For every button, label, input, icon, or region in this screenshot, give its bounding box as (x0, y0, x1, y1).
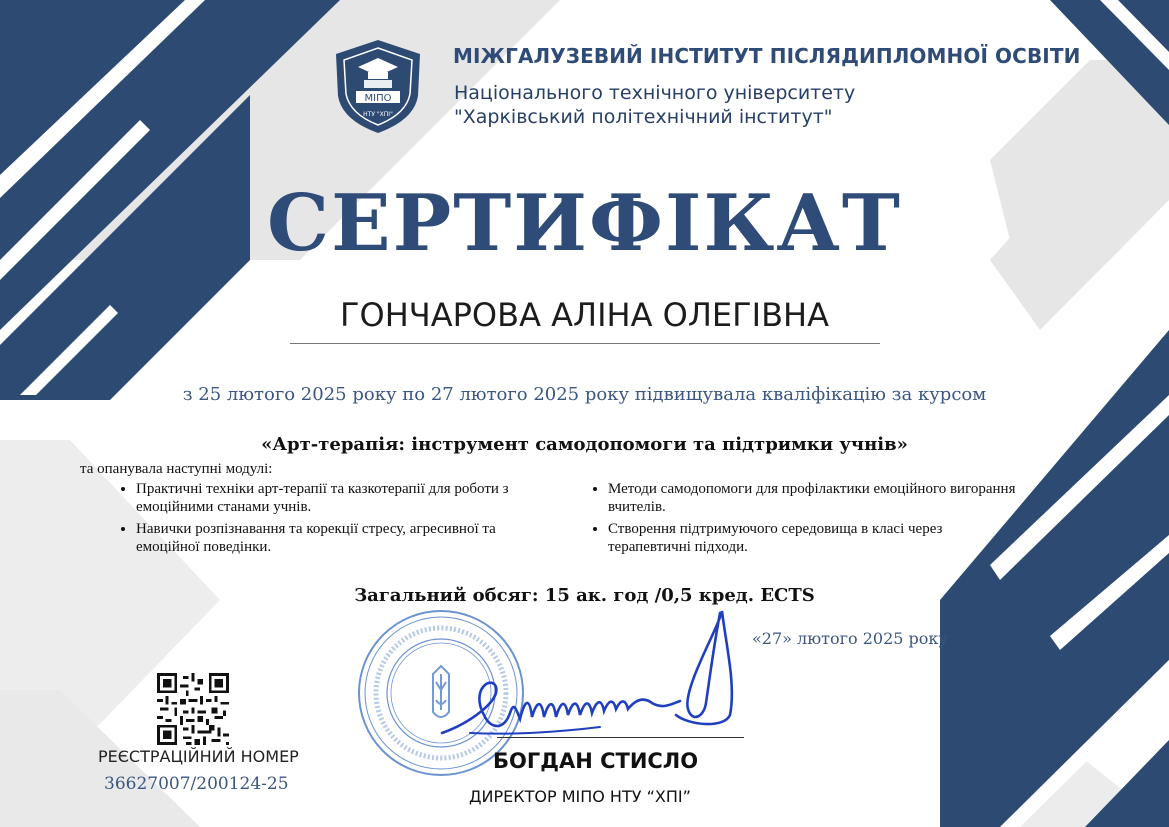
module-item: • Створення підтримуючого середовища в класі через терапевтичні підходи. (608, 520, 1016, 556)
module-item: • Практичні техніки арт-терапії та казкотерапії для роботи з емоційними станами учнів. (136, 480, 544, 516)
course-title: «Арт-терапія: інструмент самодопомоги та підтримки учнів» (261, 434, 908, 455)
svg-text:МІПО: МІПО (364, 93, 392, 104)
modules-right-column (586, 480, 1016, 560)
university-line-1: Національного технічного університету (454, 82, 856, 104)
module-item: • Навички розпізнавання та корекції стресу, агресивної та емоційної поведінки. (136, 520, 544, 556)
modules-intro: та опанувала наступні модулі: (80, 461, 273, 477)
university-line-2: "Харківський політехнічний інститут" (454, 106, 833, 128)
recipient-name: ГОНЧАРОВА АЛІНА ОЛЕГІВНА (340, 296, 829, 334)
qr-code-icon (157, 673, 229, 745)
modules-left-column (114, 480, 544, 560)
total-hours: Загальний обсяг: 15 ак. год /0,5 кред. ECTS (354, 585, 815, 606)
handwritten-signature (430, 605, 760, 755)
issue-date: «27» лютого 2025 року (752, 629, 948, 648)
signer-title: ДИРЕКТОР МІПО НТУ “ХПІ” (469, 787, 691, 806)
signer-name: БОГДАН СТИСЛО (493, 749, 699, 773)
institute-name: МІЖГАЛУЗЕВИЙ ІНСТИТУТ ПІСЛЯДИПЛОМНОЇ ОСВІТИ (453, 44, 1081, 68)
institute-logo (328, 36, 428, 136)
registration-number: 36627007/200124-25 (104, 774, 289, 794)
module-item: • Методи самодопомоги для профілактики емоційного вигорання вчителів. (608, 480, 1016, 516)
course-period: з 25 лютого 2025 року по 27 лютого 2025 року підвищувала кваліфікацію за курсом (182, 384, 987, 405)
certificate-title: СЕРТИФІКАТ (267, 178, 902, 269)
recipient-underline (290, 343, 880, 344)
svg-text:НТУ "ХПІ": НТУ "ХПІ" (363, 111, 393, 118)
registration-label: РЕЄСТРАЦІЙНИЙ НОМЕР (98, 747, 299, 766)
signature-line (497, 737, 744, 738)
